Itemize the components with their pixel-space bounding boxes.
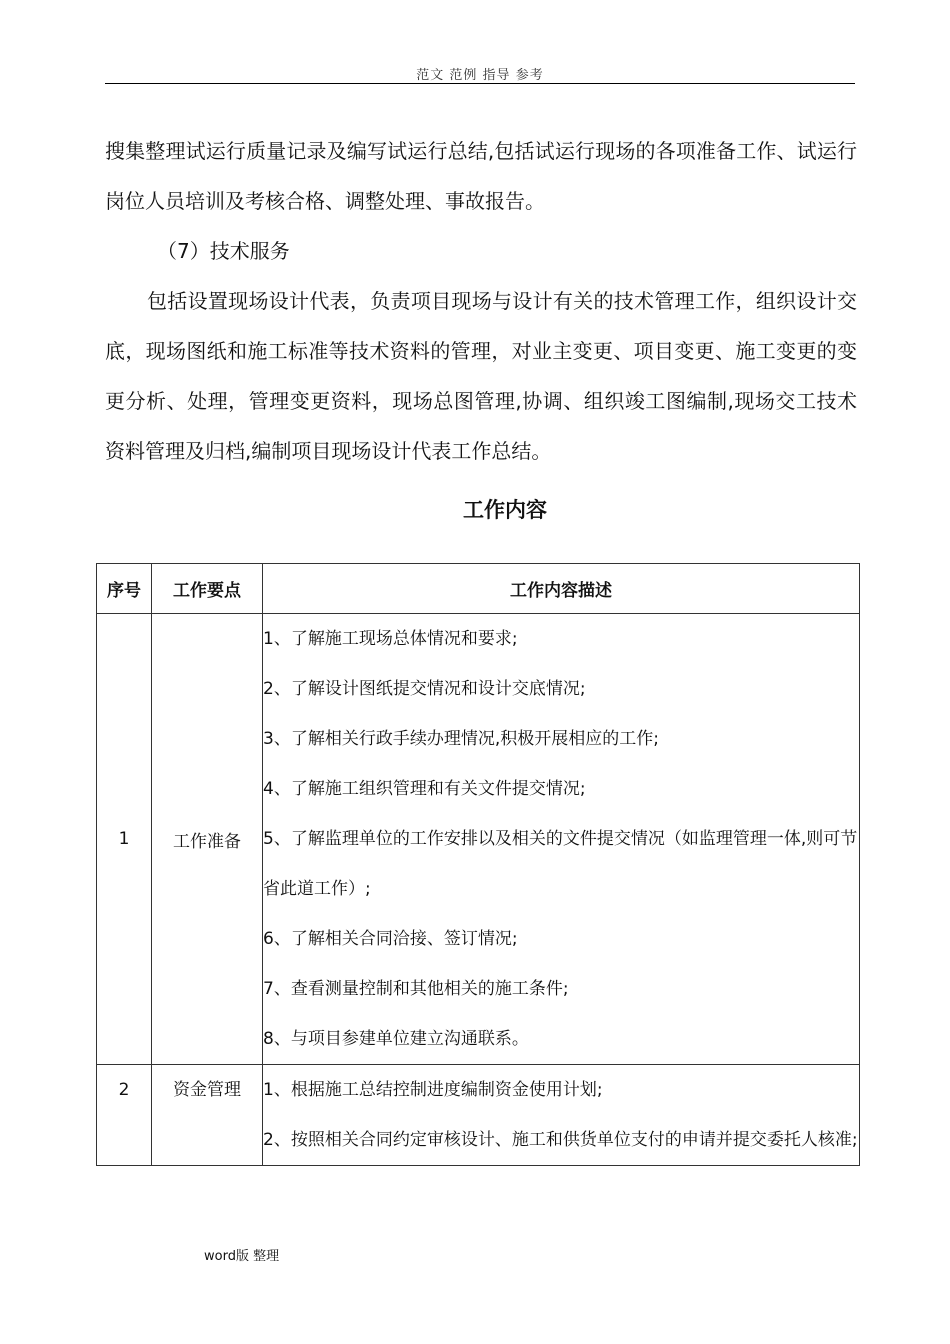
column-header-description: 工作内容描述 <box>263 564 860 614</box>
column-header-key-point: 工作要点 <box>152 564 263 614</box>
list-item: 3、了解相关行政手续办理情况,积极开展相应的工作; <box>263 729 659 749</box>
list-item: 4、了解施工组织管理和有关文件提交情况; <box>263 779 586 799</box>
list-item: 6、了解相关合同洽接、签订情况; <box>263 929 518 949</box>
table-header-row <box>97 564 860 614</box>
list-item: 2、了解设计图纸提交情况和设计交底情况; <box>263 679 586 699</box>
page-header: 范文 范例 指导 参考 <box>416 68 544 83</box>
list-item: 5、了解监理单位的工作安排以及相关的文件提交情况（如监理管理一体,则可节省此道工作）; <box>263 829 858 899</box>
table-title: 工作内容 <box>463 498 547 522</box>
list-item: 1、根据施工总结控制进度编制资金使用计划; <box>263 1080 603 1100</box>
row-description <box>263 1065 860 1166</box>
paragraph-trial-run: 搜集整理试运行质量记录及编写试运行总结,包括试运行现场的各项准备工作、试运行岗位人员培训及考核合格、调整处理、事故报告。 <box>105 139 857 213</box>
header-divider <box>105 83 855 84</box>
work-content-table <box>96 563 860 1166</box>
table-row <box>97 614 860 1065</box>
list-item: 8、与项目参建单位建立沟通联系。 <box>263 1029 529 1049</box>
list-item: 1、了解施工现场总体情况和要求; <box>263 629 518 649</box>
row-description <box>263 614 860 1065</box>
row-number: 1 <box>97 614 152 1065</box>
row-key-point: 工作准备 <box>152 614 263 1065</box>
row-key-point: 资金管理 <box>152 1065 263 1166</box>
section-heading-technical-service: （7）技术服务 <box>157 239 290 263</box>
page-footer: word版 整理 <box>204 1249 280 1264</box>
column-header-number: 序号 <box>97 564 152 614</box>
list-item: 7、查看测量控制和其他相关的施工条件; <box>263 979 569 999</box>
row-number: 2 <box>97 1065 152 1166</box>
table-row <box>97 1065 860 1166</box>
list-item: 2、按照相关合同约定审核设计、施工和供货单位支付的申请并提交委托人核准; <box>263 1130 858 1150</box>
paragraph-technical-service: 包括设置现场设计代表，负责项目现场与设计有关的技术管理工作，组织设计交底，现场图纸和施工标准等技术资料的管理，对业主变更、项目变更、施工变更的变更分析、处理，管理变更资料，现场总图管理,协调、组织竣工图编制,现场交工技术资料管理及归档,编制项目现场设计代表工作总结。 <box>105 289 857 463</box>
